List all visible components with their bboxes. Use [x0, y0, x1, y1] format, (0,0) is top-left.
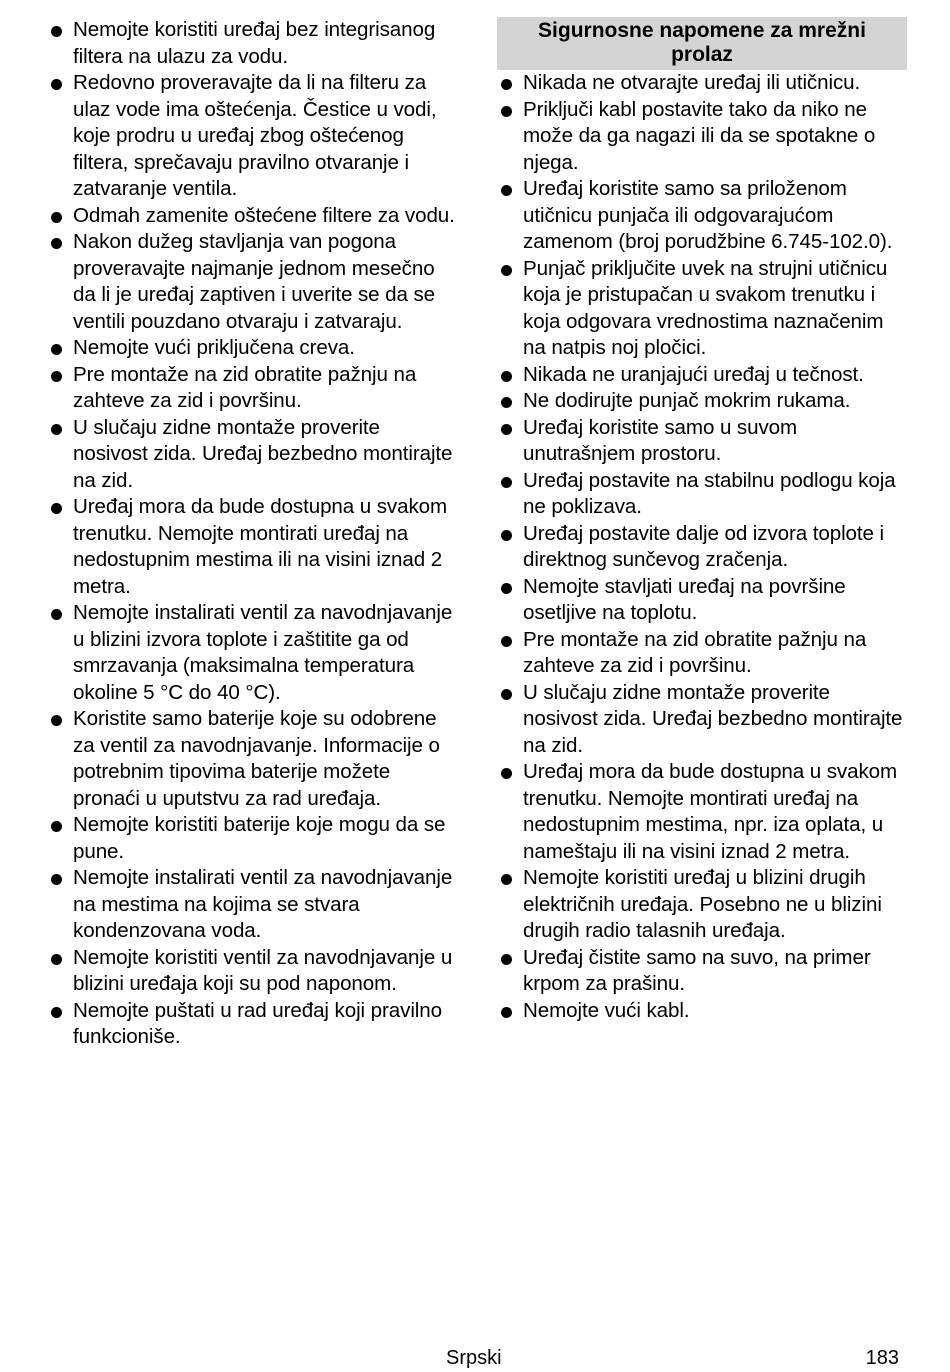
list-item	[497, 865, 907, 945]
bullet-icon	[501, 397, 512, 408]
list-item-text: Pre montaže na zid obratite pažnju na zahteve za zid i površinu.	[523, 627, 867, 677]
bullet-icon	[501, 689, 512, 700]
bullet-icon	[501, 583, 512, 594]
bullet-icon	[51, 424, 62, 435]
list-item	[497, 256, 907, 362]
list-item	[47, 229, 457, 335]
list-item-text: Koristite samo baterije koje su odobrene za ventil za navodnjavanje. Informacije o potrebnim tipovima baterije možete pronaći u uputstvu za rad uređaja.	[73, 707, 440, 810]
list-item-text: Pre montaže na zid obratite pažnju na zahteve za zid i površinu.	[73, 362, 417, 412]
list-item	[47, 945, 457, 998]
list-item-text: Nemojte instalirati ventil za navodnjavanje na mestima na kojima se stvara kondenzovana voda.	[73, 866, 453, 942]
list-item-text: Priključi kabl postavite tako da niko ne može da ga nagazi ili da se spotakne o njega.	[523, 97, 876, 174]
bullet-icon	[501, 768, 512, 779]
list-item	[497, 945, 907, 998]
list-item-text: U slučaju zidne montaže proverite nosivost zida. Uređaj bezbedno montirajte na zid.	[523, 680, 903, 757]
list-item-text: Punjač priključite uvek na strujni utičnicu koja je pristupačan u svakom trenutku i koja odgovara vrednostima naznačenim na natpis noj pločici.	[523, 256, 888, 359]
list-item-text: Redovno proveravajte da li na filteru za ulaz vode ima oštećenja. Čestice u vodi, koje prodru u uređaj zbog oštećenog filtera, sprečavaju pravilno otvaranje i zatvaranje ventila.	[73, 71, 437, 200]
list-item	[497, 680, 907, 760]
list-item	[47, 865, 457, 945]
list-item	[497, 759, 907, 865]
right-bullet-list	[497, 70, 907, 1024]
list-item-text: Nemojte instalirati ventil za navodnjavanje u blizini izvora toplote i zaštitite ga od smrzavanja (maksimalna temperatura okoline 5 °C do 40 °C).	[73, 601, 453, 704]
list-item-text: Uređaj čistite samo na suvo, na primer krpom za prašinu.	[523, 945, 871, 995]
list-item	[47, 362, 457, 415]
list-item-text: Nemojte koristiti uređaj u blizini drugih električnih uređaja. Posebno ne u blizini drugih radio talasnih uređaja.	[523, 866, 882, 942]
list-item	[497, 415, 907, 468]
left-column	[47, 17, 457, 1051]
list-item	[497, 521, 907, 574]
bullet-icon	[51, 954, 62, 965]
list-item	[497, 627, 907, 680]
bullet-icon	[501, 874, 512, 885]
list-item	[497, 97, 907, 177]
bullet-icon	[51, 503, 62, 514]
list-item-text: Uređaj mora da bude dostupna u svakom trenutku. Nemojte montirati uređaj na nedostupnim mestima ili na visini iznad 2 metra.	[73, 495, 448, 598]
list-item-text: Nemojte koristiti ventil za navodnjavanje u blizini uređaja koji su pod naponom.	[73, 945, 453, 995]
bullet-icon	[51, 26, 62, 37]
page-number: 183	[865, 1347, 899, 1369]
list-item-text: Nikada ne uranjajući uređaj u tečnost.	[523, 362, 864, 386]
list-item-text: Uređaj postavite dalje od izvora toplote i direktnog sunčevog zračenja.	[523, 521, 884, 571]
list-item	[47, 600, 457, 706]
right-column	[497, 17, 907, 1024]
list-item-text: Odmah zamenite oštećene filtere za vodu.	[73, 203, 455, 227]
section-heading: Sigurnosne napomene za mrežni prolaz	[497, 17, 907, 70]
bullet-icon	[501, 530, 512, 541]
bullet-icon	[501, 79, 512, 90]
list-item	[47, 998, 457, 1051]
bullet-icon	[501, 371, 512, 382]
bullet-icon	[501, 477, 512, 488]
list-item	[47, 203, 457, 230]
list-item	[497, 176, 907, 256]
list-item-text: Uređaj koristite samo sa priloženom utičnicu punjača ili odgovarajućom zamenom (broj porudžbine 6.745-102.0).	[523, 177, 893, 253]
bullet-icon	[51, 212, 62, 223]
list-item-text: Uređaj postavite na stabilnu podlogu koja ne poklizava.	[523, 468, 896, 518]
bullet-icon	[51, 1007, 62, 1018]
list-item	[497, 70, 907, 97]
list-item	[497, 574, 907, 627]
bullet-icon	[501, 424, 512, 435]
list-item	[47, 494, 457, 600]
list-item-text: Nemojte vući kabl.	[523, 998, 690, 1022]
footer-language: Srpski	[446, 1347, 502, 1369]
bullet-icon	[501, 1007, 512, 1018]
bullet-icon	[51, 371, 62, 382]
bullet-icon	[51, 874, 62, 885]
list-item-text: Nemojte koristiti baterije koje mogu da se pune.	[73, 813, 446, 863]
bullet-icon	[501, 106, 512, 117]
list-item-text: Nakon dužeg stavljanja van pogona proveravajte najmanje jednom mesečno da li je uređaj zaptiven i uverite se da se ventili pouzdano otvaraju i zatvaraju.	[73, 230, 436, 333]
bullet-icon	[51, 715, 62, 726]
bullet-icon	[51, 79, 62, 90]
list-item	[47, 415, 457, 495]
list-item	[47, 812, 457, 865]
list-item	[47, 70, 457, 203]
list-item	[497, 388, 907, 415]
list-item-text: Nikada ne otvarajte uređaj ili utičnicu.	[523, 71, 861, 94]
list-item-text: Uređaj mora da bude dostupna u svakom trenutku. Nemojte montirati uređaj na nedostupnim mestima, npr. iza oplata, u nameštaju ili na visini iznad 2 metra.	[523, 760, 898, 863]
bullet-icon	[51, 821, 62, 832]
list-item-text: Nemojte puštati u rad uređaj koji pravilno funkcioniše.	[73, 998, 442, 1048]
list-item-text: U slučaju zidne montaže proverite nosivost zida. Uređaj bezbedno montirajte na zid.	[73, 415, 453, 492]
left-bullet-list	[47, 17, 457, 1051]
bullet-icon	[51, 344, 62, 355]
list-item-text: Uređaj koristite samo u suvom unutrašnjem prostoru.	[523, 415, 798, 465]
list-item-text: Ne dodirujte punjač mokrim rukama.	[523, 389, 851, 412]
bullet-icon	[51, 609, 62, 620]
list-item	[497, 998, 907, 1025]
bullet-icon	[501, 185, 512, 196]
list-item	[47, 335, 457, 362]
list-item	[47, 706, 457, 812]
list-item	[497, 468, 907, 521]
bullet-icon	[51, 238, 62, 249]
bullet-icon	[501, 636, 512, 647]
list-item-text: Nemojte stavljati uređaj na površine osetljive na toplotu.	[523, 574, 846, 624]
list-item	[497, 362, 907, 389]
list-item-text: Nemojte koristiti uređaj bez integrisanog filtera na ulazu za vodu.	[73, 18, 436, 68]
bullet-icon	[501, 265, 512, 276]
bullet-icon	[501, 954, 512, 965]
list-item	[47, 17, 457, 70]
list-item-text: Nemojte vući priključena creva.	[73, 336, 355, 359]
